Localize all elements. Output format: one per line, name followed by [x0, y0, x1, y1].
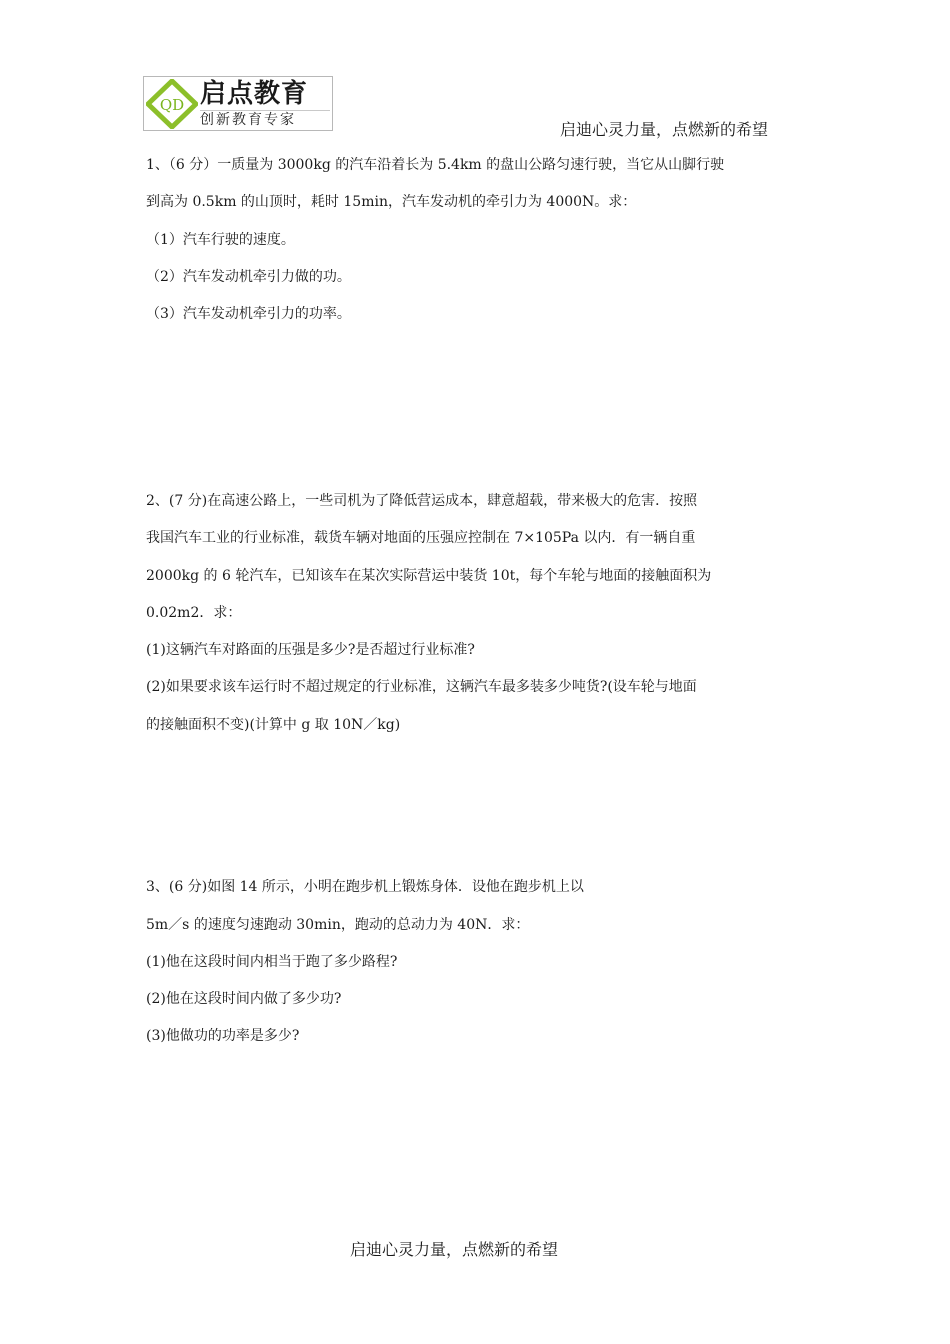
- q1-part-3: （3）汽车发动机牵引力的功率。: [146, 306, 351, 322]
- q1-part-2: （2）汽车发动机牵引力做的功。: [146, 269, 351, 285]
- q1-line-2: 到高为 0.5km 的山顶时，耗时 15min，汽车发动机的牵引力为 4000N。求：: [146, 194, 637, 210]
- q3-line-1: 3、(6 分)如图 14 所示，小明在跑步机上锻炼身体．设他在跑步机上以: [146, 879, 584, 895]
- logo-subtitle: 创新教育专家: [200, 110, 330, 130]
- q2-line-2: 我国汽车工业的行业标准，载货车辆对地面的压强应控制在 7×105Pa 以内．有一辆自重: [146, 530, 696, 546]
- q2-line-4: 0.02m2．求：: [146, 605, 242, 621]
- q3-line-2: 5m／s 的速度匀速跑动 30min，跑动的总动力为 40N．求：: [146, 917, 530, 933]
- q2-part-1: (1)这辆汽车对路面的压强是多少?是否超过行业标准?: [146, 642, 475, 658]
- q3-part-2: (2)他在这段时间内做了多少功?: [146, 991, 342, 1007]
- logo-diamond-icon: [146, 79, 198, 129]
- svg-text:QD: QD: [159, 96, 185, 114]
- header-slogan: 启迪心灵力量，点燃新的希望: [560, 120, 769, 139]
- q2-part-2-line-1: (2)如果要求该车运行时不超过规定的行业标准，这辆汽车最多装多少吨货?(设车轮与地面: [146, 679, 697, 695]
- q1-line-1: 1、（6 分）一质量为 3000kg 的汽车沿着长为 5.4km 的盘山公路匀速行驶，当它从山脚行驶: [146, 157, 725, 173]
- company-logo: [143, 76, 333, 131]
- footer-slogan: 启迪心灵力量，点燃新的希望: [350, 1240, 559, 1259]
- logo-title: 启点教育: [200, 79, 309, 109]
- q2-line-3: 2000kg 的 6 轮汽车，已知该车在某次实际营运中装货 10t，每个车轮与地面的接触面积为: [146, 568, 712, 584]
- q2-part-2-line-2: 的接触面积不变)(计算中 g 取 10N／kg): [146, 717, 401, 733]
- q2-line-1: 2、(7 分)在高速公路上，一些司机为了降低营运成本，肆意超载，带来极大的危害．按照: [146, 493, 698, 509]
- q3-part-3: (3)他做功的功率是多少?: [146, 1028, 300, 1044]
- q1-part-1: （1）汽车行驶的速度。: [146, 232, 295, 248]
- q3-part-1: (1)他在这段时间内相当于跑了多少路程?: [146, 954, 398, 970]
